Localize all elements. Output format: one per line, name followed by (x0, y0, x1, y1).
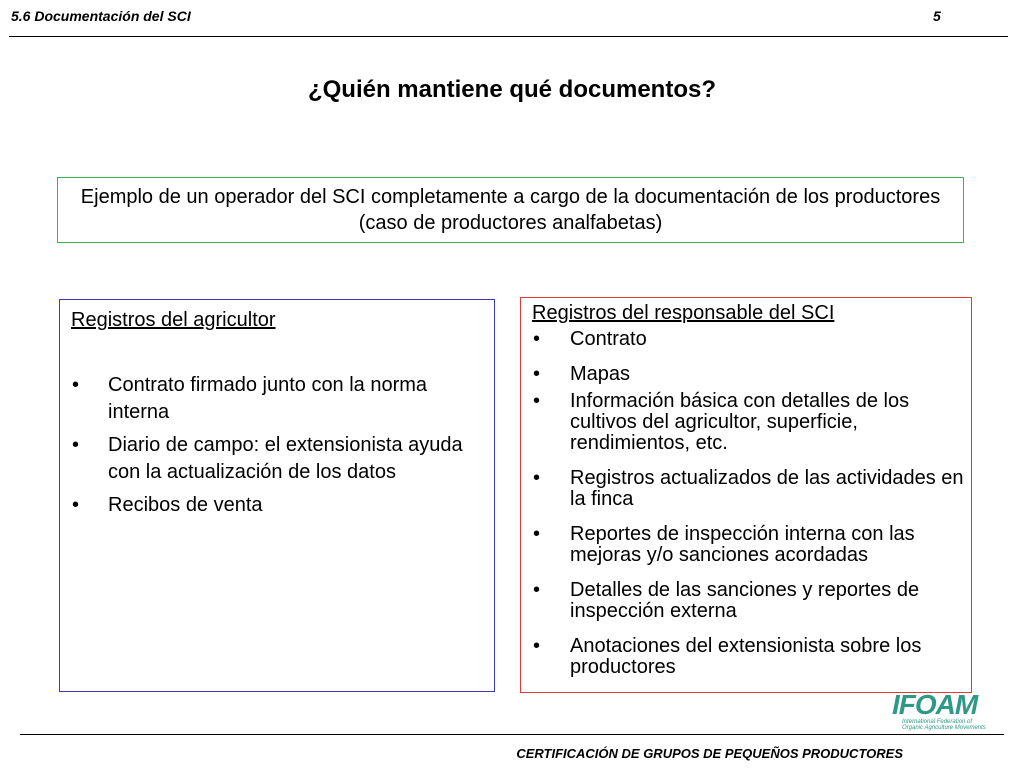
list-item-text: Registros actualizados de las actividades en la finca (570, 467, 964, 510)
ifoam-logo (892, 690, 988, 730)
list-item (533, 580, 965, 622)
farmer-records-list (72, 372, 482, 525)
section-header: 5.6 Documentación del SCI (11, 8, 191, 24)
bullet-icon: • (533, 467, 541, 489)
bullet-icon: • (533, 635, 541, 657)
list-item (533, 524, 965, 566)
list-item-text: Detalles de las sanciones y reportes de inspección externa (570, 579, 920, 622)
page-number: 5 (933, 8, 941, 24)
list-item (72, 432, 482, 486)
list-item (533, 364, 965, 385)
ifoam-logo-subtitle (902, 719, 986, 731)
farmer-records-heading: Registros del agricultor (71, 309, 276, 331)
example-box (57, 177, 964, 243)
ifoam-logo-subtitle-line: International Federation of (902, 719, 973, 725)
list-item-text: Mapas (570, 363, 631, 385)
list-item (533, 391, 965, 454)
list-item (533, 329, 965, 350)
footer-title: CERTIFICACIÓN DE GRUPOS DE PEQUEÑOS PRODUCTORES (516, 746, 903, 761)
list-item (533, 636, 965, 678)
header-divider (9, 36, 1008, 37)
bullet-icon: • (533, 579, 541, 601)
bullet-icon: • (533, 523, 541, 545)
list-item-text: Información básica con detalles de los cultivos del agricultor, superficie, rendimientos, etc. (570, 390, 910, 454)
bullet-icon: • (533, 328, 541, 350)
bullet-icon: • (72, 434, 80, 456)
list-item (72, 372, 482, 426)
ifoam-logo-subtitle-line: Organic Agriculture Movements (902, 725, 986, 731)
ics-records-list (533, 329, 965, 678)
bullet-icon: • (72, 494, 80, 516)
list-item (533, 468, 965, 510)
footer-divider (20, 734, 1004, 735)
bullet-icon: • (72, 374, 80, 396)
list-item (72, 492, 482, 519)
ifoam-logo-wordmark: IFOAM (892, 689, 978, 720)
list-item-text: Contrato (570, 328, 647, 350)
list-item-text: Recibos de venta (108, 494, 263, 516)
bullet-icon: • (533, 363, 541, 385)
ics-records-heading: Registros del responsable del SCI (532, 302, 835, 324)
list-item-text: Diario de campo: el extensionista ayuda con la actualización de los datos (108, 434, 463, 483)
list-item-text: Reportes de inspección interna con las mejoras y/o sanciones acordadas (570, 523, 915, 566)
farmer-records-box (59, 299, 495, 692)
list-item-text: Anotaciones del extensionista sobre los productores (570, 635, 922, 678)
slide-title: ¿Quién mantiene qué documentos? (307, 76, 717, 103)
example-text: Ejemplo de un operador del SCI completamente a cargo de la documentación de los productores (caso de productores analfabetas) (80, 186, 941, 234)
list-item-text: Contrato firmado junto con la norma interna (108, 374, 428, 423)
bullet-icon: • (533, 390, 541, 412)
ics-records-box (520, 297, 972, 693)
